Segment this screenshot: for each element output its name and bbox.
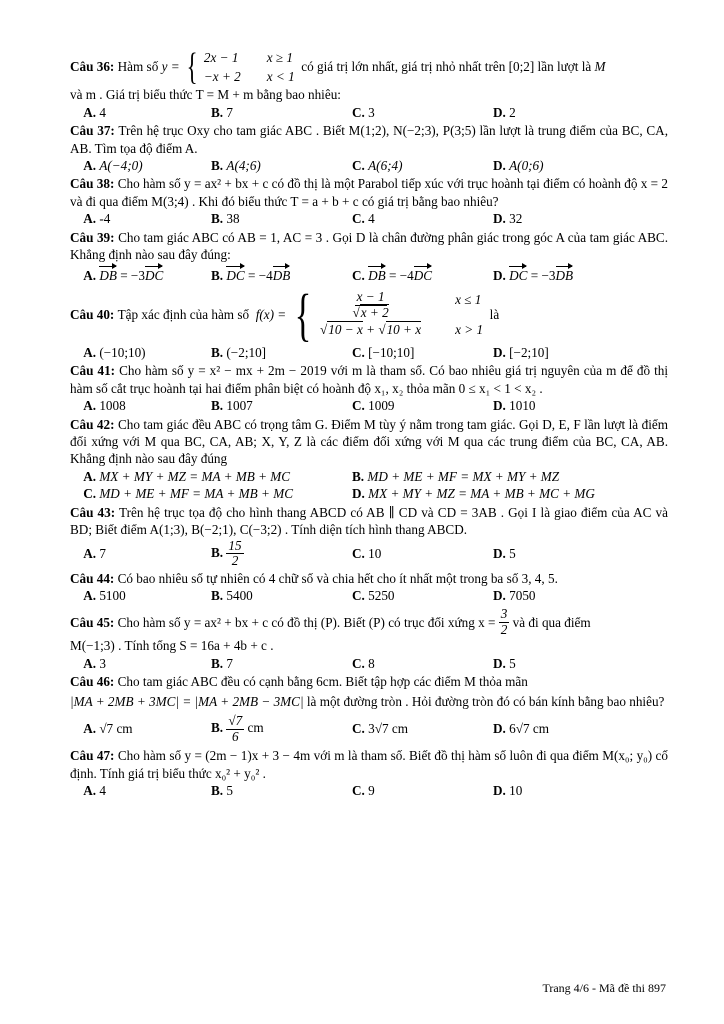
option-a[interactable]: A. -4 — [83, 211, 111, 227]
option-a[interactable]: A. 5100 — [83, 588, 126, 604]
stem-text: có giá trị lớn nhất, giá trị nhỏ nhất trên — [301, 59, 506, 75]
question-number: Câu 39: — [70, 229, 115, 245]
case-cond: x ≤ 1 — [455, 292, 482, 308]
option-c[interactable]: C. MD + ME + MF = MA + MB + MC — [83, 486, 293, 502]
option-a[interactable]: A. MX + MY + MZ = MA + MB + MC — [83, 468, 291, 484]
options — [70, 267, 668, 284]
option-d[interactable]: D. MX + MY + MZ = MA + MB + MC + MG — [352, 486, 595, 502]
options — [70, 210, 668, 227]
option-b[interactable]: B. 5 — [211, 783, 233, 799]
brace-symbol: { — [186, 46, 198, 89]
question-number: Câu 37: — [70, 123, 115, 139]
options — [70, 104, 668, 121]
question-40 — [70, 281, 668, 361]
question-43-stem — [70, 504, 668, 539]
option-c[interactable]: C. 8 — [352, 655, 375, 671]
option-a[interactable]: A. 3 — [83, 655, 106, 671]
case-fraction: $\frac{x - 1}{√x + 2}$ — [352, 289, 389, 320]
question-38 — [70, 175, 668, 227]
stem-text: Hàm số — [117, 59, 159, 75]
stem-text: Cho tam giác ABC có AB = 1, AC = 3 . Gọi D là chân đường phân giác trong góc A của tam giác ABC. Khẳng định nào sau đây đúng: — [70, 229, 669, 263]
stem-text: Trên hệ trục tọa độ cho hình thang ABCD có AB ∥ CD và CD = 3AB . Gọi I là giao điểm của AC và BD; Biết điểm A(1;3), B(−2;1), C(−3;2) . Tính diện tích hình thang ABCD. — [70, 504, 669, 538]
var-m: M — [594, 59, 606, 75]
question-39-stem — [70, 229, 668, 264]
question-number: Câu 44: — [70, 570, 115, 586]
question-46-stem — [70, 673, 668, 690]
question-45 — [70, 607, 668, 672]
option-d[interactable]: D. 5 — [493, 545, 516, 561]
option-a[interactable]: A. 4 — [83, 783, 106, 799]
option-d[interactable]: D. 7050 — [493, 588, 536, 604]
piecewise-function — [180, 46, 295, 89]
case-expr: 2x − 1 — [203, 50, 239, 65]
stem-line: và m . Giá trị biểu thức T = M + m bằng bao nhiêu: — [70, 87, 341, 103]
question-43 — [70, 504, 668, 569]
options — [70, 157, 668, 174]
option-d[interactable]: D. 32 — [493, 211, 523, 227]
fraction: $\frac{√7}{6}$ — [228, 713, 243, 744]
stem-text: và đi qua điểm — [512, 614, 591, 630]
case-expr: √10 − x + √10 + x — [320, 322, 422, 338]
question-46 — [70, 673, 668, 744]
stem-text: Trên hệ trục Oxy cho tam giác ABC . Biết M(1;2), N(−2;3), P(3;5) lần lượt là trung điểm của BC, CA, AB. Tìm tọa độ điểm A. — [70, 123, 669, 156]
option-c[interactable]: C. [−10;10] — [352, 344, 415, 360]
option-c[interactable]: C. 5250 — [352, 588, 395, 604]
option-a[interactable]: A. (−10;10) — [83, 344, 146, 360]
question-number: Câu 47: — [70, 748, 115, 764]
cases — [320, 290, 483, 339]
option-a[interactable]: A. 1008 — [83, 398, 126, 414]
option-c[interactable]: C. 9 — [352, 783, 375, 799]
option-b[interactable]: B. DC = −4DB — [211, 267, 291, 283]
options — [70, 468, 668, 503]
question-number: Câu 42: — [70, 416, 115, 432]
option-c[interactable]: C. 4 — [352, 211, 375, 227]
stem-text: là một đường tròn . Hỏi đường tròn đó có bán kính bằng bao nhiêu? — [306, 693, 665, 709]
question-36 — [70, 48, 668, 121]
question-42-stem — [70, 416, 668, 468]
option-c[interactable]: C. DB = −4DC — [352, 267, 433, 283]
option-b[interactable]: B. 7 — [211, 104, 233, 120]
question-45-stem — [70, 607, 668, 637]
stem-text: Cho hàm số y = (2m − 1)x + 3 − 4m với m là tham số. Biết đồ thị hàm số luôn đi qua điểm M(x₀; y₀) cố định. Tính giá trị biểu thức x₀² + y₀² . — [70, 748, 669, 781]
question-37 — [70, 122, 668, 174]
question-38-stem — [70, 175, 668, 210]
case-expr: −x + 2 — [203, 69, 241, 85]
option-d[interactable]: D. DC = −3DB — [493, 267, 574, 283]
option-d[interactable]: D. 1010 — [493, 398, 536, 414]
stem-text: Cho hàm số y = ax² + bx + c có đồ thị là một Parabol tiếp xúc với trục hoành tại điểm có hoành độ x = 2 và đi qua điểm M(3;4) . Khi đó biểu thức T = a + b + c có giá trị bằng bao nhiêu? — [70, 176, 669, 209]
question-36-stem — [70, 46, 668, 89]
cases — [204, 48, 295, 86]
option-d[interactable]: D. 5 — [493, 655, 516, 671]
question-37-stem — [70, 122, 668, 157]
question-42 — [70, 416, 668, 503]
option-b[interactable]: B. 38 — [211, 211, 240, 227]
question-number: Câu 36: — [70, 59, 115, 75]
piecewise-function — [286, 281, 484, 347]
question-44-stem — [70, 570, 668, 587]
stem-text: lần lượt là — [537, 59, 592, 75]
question-number: Câu 40: — [70, 307, 115, 323]
option-d[interactable]: D. [−2;10] — [493, 344, 549, 360]
options — [70, 344, 668, 361]
stem-text: Tập xác định của hàm số — [117, 307, 250, 323]
options — [70, 397, 668, 414]
option-d[interactable]: D. 2 — [493, 104, 516, 120]
stem-text: Có bao nhiêu số tự nhiên có 4 chữ số và chia hết cho ít nhất một trong ba số 3, 4, 5. — [117, 570, 558, 586]
option-b[interactable]: B. 7 — [211, 655, 233, 671]
question-47 — [70, 747, 668, 799]
option-b[interactable]: B. 5400 — [211, 588, 253, 604]
stem-text: Cho hàm số y = x² − mx + 2m − 2019 với m là tham số. Có bao nhiêu giá trị nguyên của m để đồ thị hàm số cắt trục hoành tại hai điểm phân biệt có hoành độ x₁, x₂ thỏa mãn 0 ≤ x₁ < 1 < x₂ . — [70, 363, 669, 396]
question-47-stem — [70, 747, 668, 782]
interval: [0;2] — [508, 59, 535, 75]
question-46-condition — [70, 693, 668, 710]
option-a[interactable]: A. 4 — [83, 104, 106, 120]
option-a[interactable]: A. √7 cm — [83, 721, 133, 737]
option-b[interactable]: B. $\frac{√7}{6}$ cm — [211, 713, 264, 744]
fraction: $\frac{3}{2}$ — [500, 606, 508, 637]
option-d[interactable]: D. 10 — [493, 783, 523, 799]
option-a[interactable]: A. 7 — [83, 545, 106, 561]
question-44 — [70, 570, 668, 605]
case-cond: x ≥ 1 — [266, 50, 294, 65]
option-a[interactable]: A. A(−4;0) — [83, 157, 143, 173]
question-number: Câu 46: — [70, 674, 115, 690]
stem-text: Cho hàm số y = ax² + bx + c có đồ thị (P). Biết (P) có trục đối xứng x = — [117, 614, 496, 630]
options — [70, 539, 668, 569]
option-c[interactable]: C. A(6;4) — [352, 157, 403, 173]
function-name: f(x) = — [255, 307, 287, 323]
stem-text: là — [489, 307, 500, 323]
question-41-stem — [70, 362, 668, 397]
question-41 — [70, 362, 668, 414]
question-40-stem — [70, 281, 668, 347]
option-b[interactable]: B. 1007 — [211, 398, 253, 414]
stem-text: Cho tam giác đều ABC có trọng tâm G. Điểm M tùy ý nằm trong tam giác. Gọi D, E, F lần lượt là điểm đối xứng với M qua BC, CA, AB; X, Y, Z là các điểm đối xứng với M qua các trung điểm của BC, CA, AB. Khẳng định nào sau đây đúng — [70, 416, 668, 467]
stem-text: Cho tam giác ABC đều có cạnh bằng 6cm. Biết tập hợp các điểm M thỏa mãn — [117, 674, 528, 690]
option-b[interactable]: B. MD + ME + MF = MX + MY + MZ — [352, 468, 560, 484]
option-b[interactable]: B. A(4;6) — [211, 157, 261, 173]
fraction: $\frac{15}{2}$ — [228, 537, 242, 569]
question-39 — [70, 229, 668, 284]
stem-line: M(−1;3) . Tính tổng S = 16a + 4b + c . — [70, 638, 274, 654]
options — [70, 655, 668, 672]
page-footer: Trang 4/6 - Mã đề thi 897 — [542, 981, 666, 995]
options — [70, 587, 668, 604]
question-number: Câu 38: — [70, 176, 115, 192]
case-cond: x > 1 — [455, 322, 484, 338]
brace-symbol: { — [294, 281, 312, 347]
option-c[interactable]: C. 3√7 cm — [352, 721, 408, 737]
case-cond: x < 1 — [266, 69, 295, 85]
question-number: Câu 43: — [70, 504, 116, 520]
option-d[interactable]: D. 6√7 cm — [493, 721, 549, 737]
function-name: y = — [161, 59, 180, 75]
option-c[interactable]: C. 3 — [352, 104, 375, 120]
options — [70, 782, 668, 799]
question-number: Câu 45: — [70, 614, 115, 630]
options — [70, 714, 668, 744]
option-a[interactable]: A. DB = −3DC — [83, 267, 164, 283]
option-b[interactable]: B. (−2;10] — [211, 344, 267, 360]
option-b[interactable]: B. $\frac{15}{2}$ — [211, 537, 242, 569]
option-d[interactable]: D. A(0;6) — [493, 157, 544, 173]
option-c[interactable]: C. 10 — [352, 545, 382, 561]
option-c[interactable]: C. 1009 — [352, 398, 395, 414]
vector-condition: |MA + 2MB + 3MC| = |MA + 2MB − 3MC| — [70, 693, 304, 709]
question-list — [70, 48, 668, 800]
question-number: Câu 41: — [70, 363, 116, 379]
